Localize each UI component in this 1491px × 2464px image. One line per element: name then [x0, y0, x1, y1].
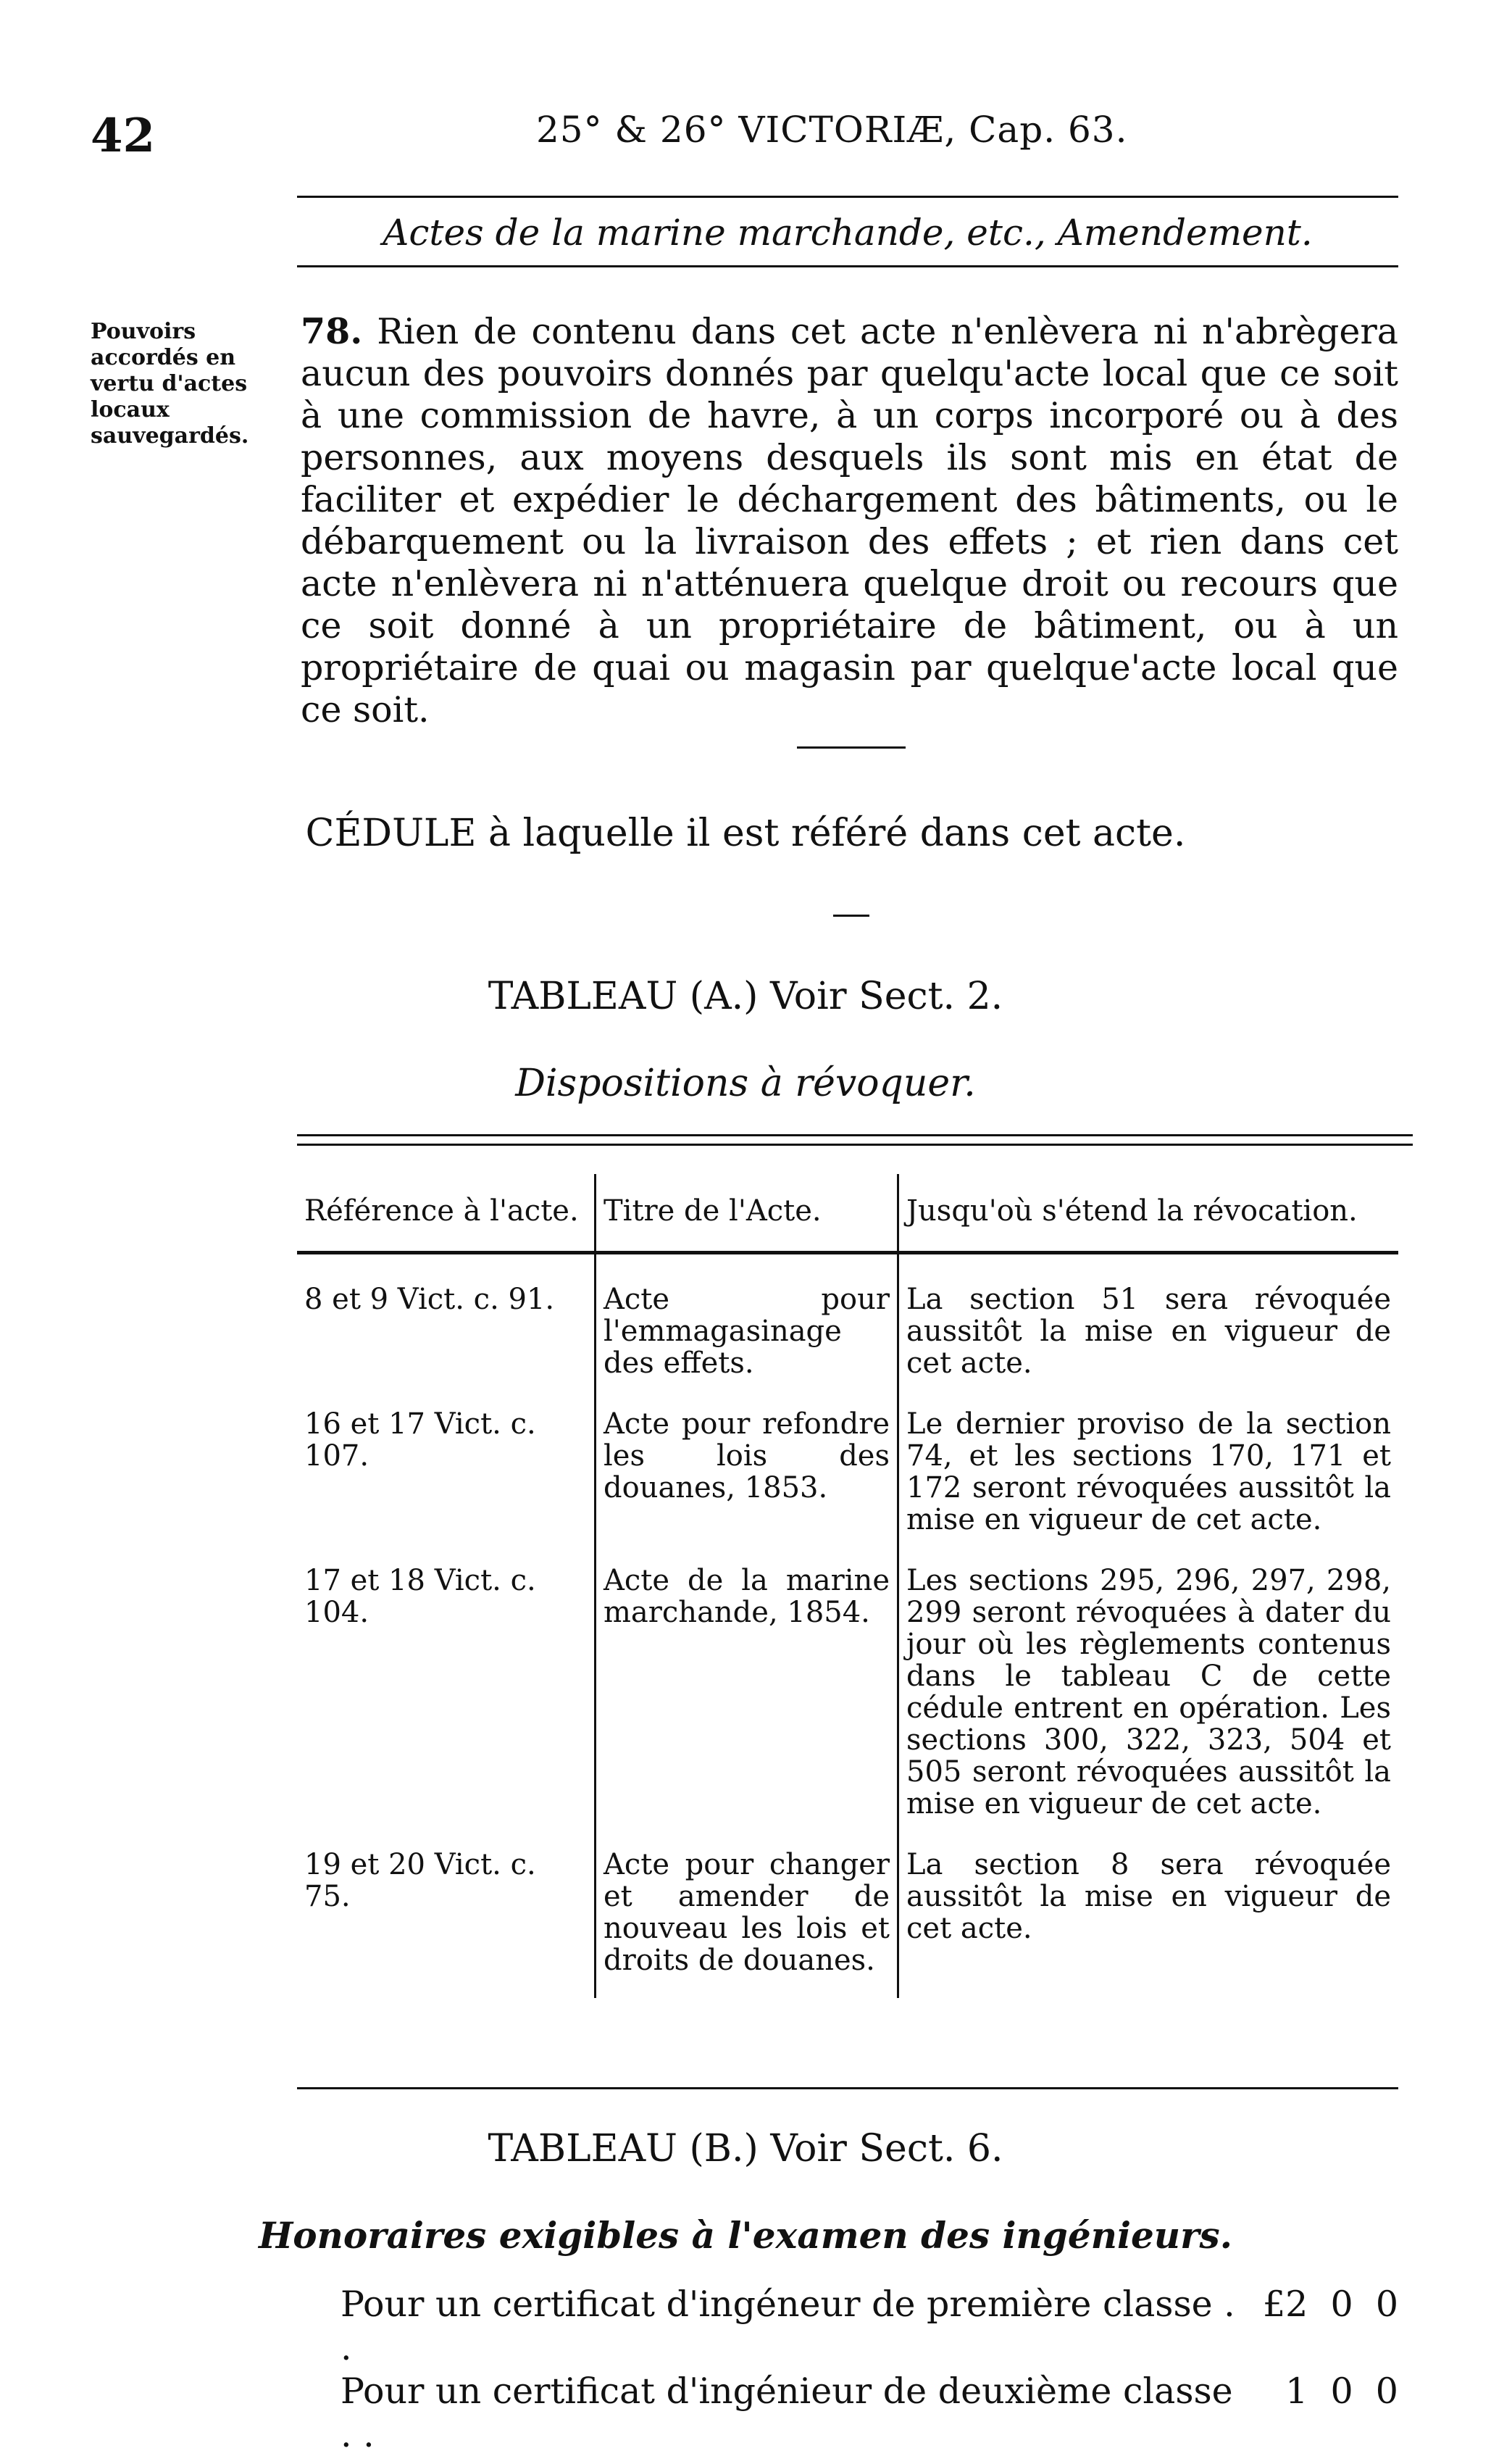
fee-label: Pour un certificat d'ingéneur de première classe . . — [341, 2284, 1235, 2368]
cell-extent: La section 8 sera révoquée aussitôt la mise en vigueur de cet acte. — [906, 1848, 1391, 1945]
table-double-rule-1 — [297, 1134, 1413, 1136]
margin-note: Pouvoirs accordés en vertu d'actes locaux sauvegardés. — [91, 319, 249, 449]
table-double-rule-2 — [297, 1144, 1413, 1146]
fee-row — [341, 2283, 1398, 2370]
tableau-a-subtitle: Dispositions à révoquer. — [515, 1062, 976, 1105]
short-dash — [833, 915, 869, 917]
cell-title: Acte pour changer et amender de nouveau les lois et droits de douanes. — [596, 1841, 898, 1998]
cell-reference: 8 et 9 Vict. c. 91. — [297, 1276, 596, 1401]
table-row — [297, 1557, 1398, 1841]
section-body: Rien de contenu dans cet acte n'enlèvera ni n'abrègera aucun des pouvoirs donnés par quelqu'acte local que ce soit à une commission de havre, à un corps incorporé ou à des personnes, aux moyens desquels ils sont mis en état de faciliter et expédier le déchargement des bâtiments, ou le débarquement ou la livraison des effets ; et rien dans cet acte n'enlèvera ni n'atténuera quelque droit ou recours que ce soit donné à un propriétaire de bâtiment, ou à un propriétaire de quai ou magasin par quelque'acte local que ce soit. — [301, 311, 1398, 731]
cell-title: Acte de la marine marchande, 1854. — [596, 1557, 898, 1841]
section-78-paragraph — [301, 310, 1398, 731]
table-row — [297, 1841, 1398, 1998]
cedule-title: CÉDULE à laquelle il est référé dans cet acte. — [305, 812, 1186, 855]
table-row — [297, 1401, 1398, 1557]
column-header-title: Titre de l'Acte. — [596, 1174, 898, 1253]
tableau-a-title: TABLEAU (A.) Voir Sect. 2. — [488, 975, 1003, 1018]
page-number: 42 — [91, 109, 156, 163]
cell-extent: Le dernier proviso de la section 74, et les sections 170, 171 et 172 seront révoquées aussitôt la mise en vigueur de cet acte. — [906, 1407, 1391, 1536]
document-subtitle: Actes de la marine marchande, etc., Amendement. — [383, 212, 1313, 254]
cell-title: Acte pour l'emmagasinage des effets. — [596, 1276, 898, 1401]
separator-rule — [797, 746, 906, 749]
header-rule-top — [297, 196, 1398, 198]
table-spacer — [297, 1253, 1398, 1277]
table-header-row — [297, 1174, 1398, 1253]
running-head: 25° & 26° VICTORIÆ, Cap. 63. — [536, 109, 1128, 151]
cell-extent: Les sections 295, 296, 297, 298, 299 seront révoquées à dater du jour où les règlements contenus dans le tableau C de cette cédule entrent en opération. Les sections 300, 322, 323, 504 et 505 seront révoquées aussitôt la mise en vigueur de cet acte. — [906, 1564, 1391, 1820]
tableau-b-subtitle: Honoraires exigibles à l'examen des ingénieurs. — [258, 2214, 1233, 2257]
table-row — [297, 1276, 1398, 1401]
section-number: 78. — [301, 310, 363, 352]
column-header-extent: Jusqu'où s'étend la révocation. — [898, 1174, 1399, 1253]
cell-reference: 16 et 17 Vict. c. 107. — [297, 1401, 596, 1557]
cell-reference: 17 et 18 Vict. c. 104. — [297, 1557, 596, 1841]
cell-reference: 19 et 20 Vict. c. 75. — [297, 1841, 596, 1998]
fee-amount: £2 0 0 — [1262, 2284, 1398, 2325]
tableau-b-title: TABLEAU (B.) Voir Sect. 6. — [488, 2127, 1003, 2170]
table-bottom-rule — [297, 2087, 1398, 2089]
header-rule-bottom — [297, 265, 1398, 267]
cell-title: Acte pour refondre les lois des douanes, 1853. — [596, 1401, 898, 1557]
fee-amount: 1 0 0 — [1285, 2371, 1398, 2412]
fee-label: Pour un certificat d'ingénieur de deuxième classe . . — [341, 2371, 1233, 2455]
column-header-reference: Référence à l'acte. — [297, 1174, 596, 1253]
cell-extent: La section 51 sera révoquée aussitôt la mise en vigueur de cet acte. — [906, 1283, 1391, 1380]
revocation-table — [297, 1174, 1398, 1998]
fee-row — [341, 2370, 1398, 2457]
fee-list — [341, 2283, 1398, 2457]
